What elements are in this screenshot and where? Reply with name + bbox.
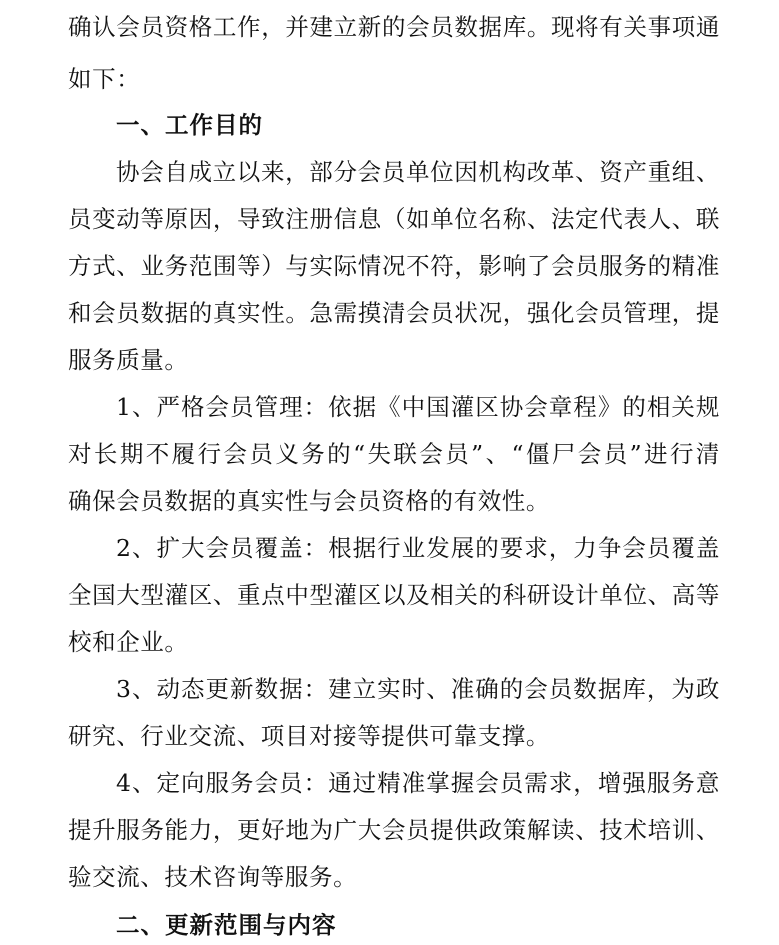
item2-line-1: 2、扩大会员覆盖：根据行业发展的要求，力争会员覆盖 <box>116 534 720 562</box>
section2-heading: 二、更新范围与内容 <box>116 911 337 939</box>
purpose-line-1: 协会自成立以来，部分会员单位因机构改革、资产重组、 <box>116 158 720 186</box>
item2-line-2: 全国大型灌区、重点中型灌区以及相关的科研设计单位、高等 <box>68 581 720 609</box>
item2-line-3: 校和企业。 <box>68 628 189 656</box>
item4-line-1: 4、定向服务会员：通过精准掌握会员需求，增强服务意 <box>116 769 720 797</box>
item1-line-1: 1、严格会员管理：依据《中国灌区协会章程》的相关规 <box>116 393 720 421</box>
purpose-line-4: 和会员数据的真实性。急需摸清会员状况，强化会员管理，提 <box>68 299 720 327</box>
section1-heading: 一、工作目的 <box>116 111 263 139</box>
item4-line-2: 提升服务能力，更好地为广大会员提供政策解读、技术培训、 <box>68 816 720 844</box>
item3-line-1: 3、动态更新数据：建立实时、准确的会员数据库，为政 <box>116 675 720 703</box>
purpose-line-3: 方式、业务范围等）与实际情况不符，影响了会员服务的精准 <box>68 252 720 280</box>
item4-line-3: 验交流、技术咨询等服务。 <box>68 863 358 891</box>
item1-line-2: 对长期不履行会员义务的“失联会员”、“僵尸会员”进行清 <box>68 440 720 468</box>
purpose-line-5: 服务质量。 <box>68 346 189 374</box>
intro-line-2: 如下： <box>68 65 141 93</box>
item1-line-3: 确保会员数据的真实性与会员资格的有效性。 <box>68 487 550 515</box>
item3-line-2: 研究、行业交流、项目对接等提供可靠支撑。 <box>68 722 550 750</box>
purpose-line-2: 员变动等原因，导致注册信息（如单位名称、法定代表人、联 <box>68 205 720 233</box>
intro-line-1: 确认会员资格工作，并建立新的会员数据库。现将有关事项通 <box>68 13 720 41</box>
